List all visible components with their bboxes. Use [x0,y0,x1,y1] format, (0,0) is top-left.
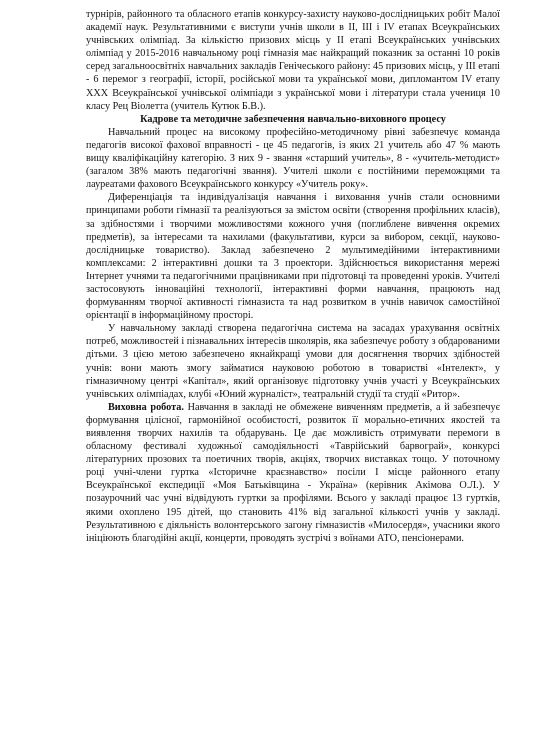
document-page [86,8,500,545]
paragraph-gifted-students: У навчальному закладі створена педагогічна система на засадах урахування освітніх потреб, можливостей і пізнавальних інтересів школярів, яка забезпечує роботу з обдарованими дітьми. З цією метою забезпечено якнайкращі умови для досягнення творчих здібностей учнів: вони мають змогу займатися науковою роботою в товаристві «Інтелект», у гімназичному центрі «Капітал», який організовує підготовку учнів участі у Всеукраїнських учнівських олімпіадах, клубі «Юний журналіст», театральній студії та студії «Ритор». [86,323,500,400]
educational-work-text: Навчання в закладі не обмежене вивченням предметів, а й забезпечує формування цілісної, гармонійної особистості, розвиток її морально-етичних якостей та виявлення творчих нахилів та обдарувань. Це дає можливість отримувати перемоги в обласному фестивалі художньої самодіяльності «Таврійський барвограй», конкурсі літературних прозових та поетичних творів, акціях, творчих виставках тощо. У поточному році учні-члени гуртка «Історичне краєзнавство» посіли І місце районного етапу Всеукраїнської експедиції «Моя Батьківщина - Україна» (керівник Акімова О.Л.). У позаурочний час учні відвідують гуртки за профілями. Всього у закладі працює 13 гуртків, якими охоплено 195 дітей, що становить 41% від загальної кількості учнів у закладі. Результативною є діяльність волонтерського загону гімназистів «Милосердя», учасники якого ініціюють благодійні акції, концерти, проводять зустрічі з воїнами АТО, пенсіонерами. [86,401,500,544]
paragraph-differentiation: Диференціація та індивідуалізація навчання і виховання учнів стали основними принципами роботи гімназії та реалізуються за змістом освіти (створення профільних класів), за здібностями і творчими можливостями кожного учня (поглиблене вивчення окремих предметів), за інтересами та нахилами (факультативи, курси за вибором, секції, науково-дослідницьке товариство). Заклад забезпечено 2 мультимедійними інтерактивними комплексами: 2 інтерактивні дошки та 3 проектори. Здійснюється використання мережі Інтернет учнями та педагогічними працівниками при підготовці та проведенні уроків. Учителі застосовують інноваційні технології, інтерактивні форми навчання, працюють над формуванням творчої активності гімназиста та над розвитком в учнів навичок самостійної орієнтації в інформаційному просторі. [86,192,500,322]
paragraph-olympiad-results: турнірів, районного та обласного етапів конкурсу-захисту науково-дослідницьких робіт Малої академії наук. Результативними є виступи учнів школи в ІІ, ІІІ і IV етапах Всеукраїнських учнівських олімпіад. За кількістю призових місць у ІІ етапі Всеукраїнських учнівських олімпіад у 2015-2016 навчальному році гімназія має найкращий показник за останні 10 років серед загальноосвітніх навчальних закладів Генічеського району: 45 призових місць, у ІІІ етапі - 6 перемог з географії, історії, російської мови та української мови, дипломантом IV етапу XXX Всеукраїнської учнівської олімпіади з української мови і літератури стала учениця 10 класу Рец Віолетта (учитель Кутюк Б.В.). [86,9,500,112]
paragraph-teaching-staff: Навчальний процес на високому професійно-методичному рівні забезпечує команда педагогів високої фахової вправності - це 45 педагогів, із яких 21 учитель або 47 % мають вищу кваліфікаційну категорію. З них 9 - звання «старший учитель», 8 - «учитель-методист» (загалом 38% мають педагогічні звання). Учителі школи є постійними переможцями та лауреатами фахового Всеукраїнського конкурсу «Учитель року». [86,126,500,191]
paragraph-educational-work [86,401,500,545]
section-heading-staffing: Кадрове та методичне забезпечення навчально-виховного процесу [140,113,446,125]
inline-heading-educational-work: Виховна робота. [108,401,184,413]
